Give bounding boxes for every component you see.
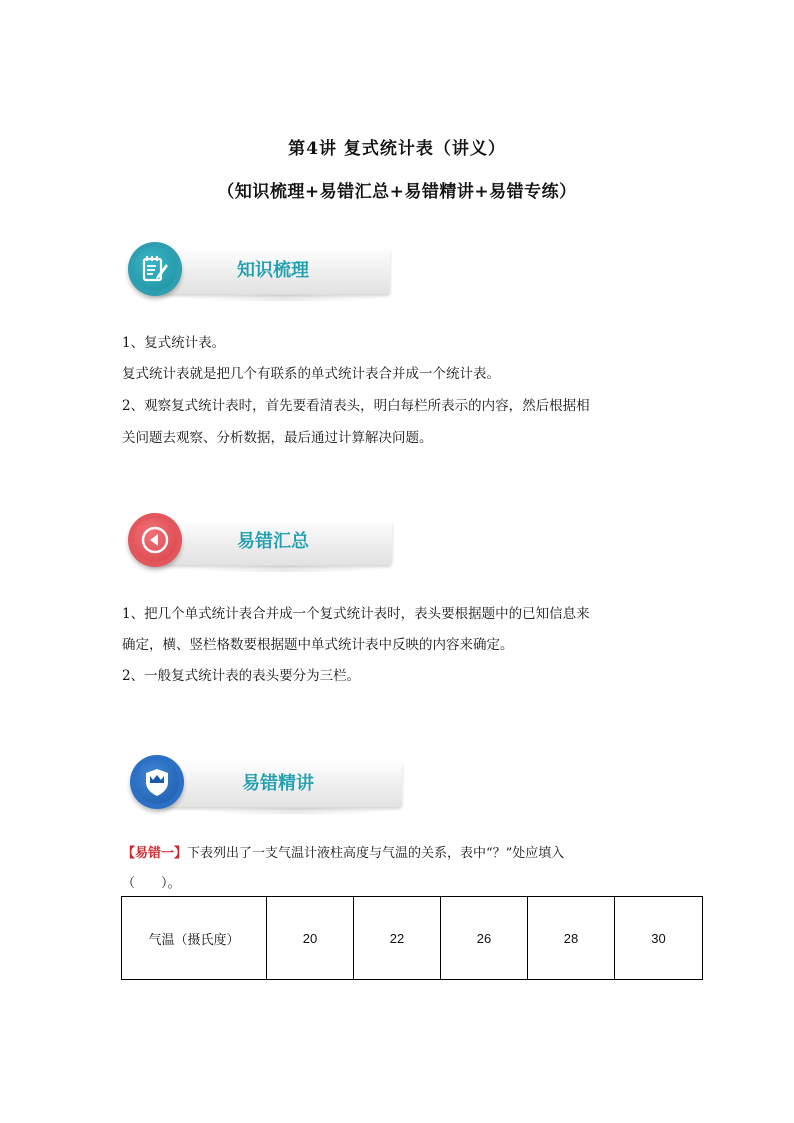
mistake-question: [122, 842, 722, 861]
table-row: [122, 897, 703, 980]
banner-circle: [128, 242, 182, 296]
temperature-table: [121, 896, 703, 980]
section-banner-explain: [130, 755, 402, 815]
page-title: 第4讲 复式统计表（讲义）: [288, 139, 506, 159]
knowledge-line-1: 1、复式统计表。: [122, 335, 226, 351]
mistake-label: 【易错一】: [122, 846, 188, 861]
table-cell: 26: [441, 897, 528, 980]
table-cell: 30: [615, 897, 703, 980]
table-cell: 22: [354, 897, 441, 980]
banner-circle: [130, 755, 184, 809]
table-header-cell: 气温（摄氏度）: [122, 897, 267, 980]
mistake-blank: （ ）。: [122, 876, 181, 891]
summary-line-2: 确定，横、竖栏格数要根据题中单式统计表中反映的内容来确定。: [122, 637, 514, 653]
table-cell: 20: [267, 897, 354, 980]
section-banner-summary: [122, 513, 392, 573]
section-banner-knowledge: [122, 242, 390, 302]
knowledge-line-2: 复式统计表就是把几个有联系的单式统计表合并成一个统计表。: [122, 366, 500, 382]
banner-circle: [128, 513, 182, 567]
notepad-pen-icon: [133, 247, 177, 291]
back-arrow-circle-icon: [133, 518, 177, 562]
mistake-text: 下表列出了一支气温计液柱高度与气温的关系，表中“？”处应填入: [187, 846, 565, 861]
knowledge-line-4: 关问题去观察、分析数据，最后通过计算解决问题。: [122, 430, 433, 446]
summary-line-1: 1、把几个单式统计表合并成一个复式统计表时，表头要根据题中的已知信息来: [122, 606, 590, 622]
table-cell: 28: [528, 897, 615, 980]
banner-heading: 易错精讲: [242, 773, 314, 794]
banner-heading: 知识梳理: [237, 260, 309, 281]
shield-icon: [135, 760, 179, 804]
summary-line-3: 2、一般复式统计表的表头要分为三栏。: [122, 668, 361, 684]
banner-heading: 易错汇总: [237, 531, 309, 552]
page-subtitle: （知识梳理+易错汇总+易错精讲+易错专练）: [217, 182, 577, 202]
knowledge-line-3: 2、观察复式统计表时，首先要看清表头，明白每栏所表示的内容，然后根据相: [122, 398, 590, 414]
